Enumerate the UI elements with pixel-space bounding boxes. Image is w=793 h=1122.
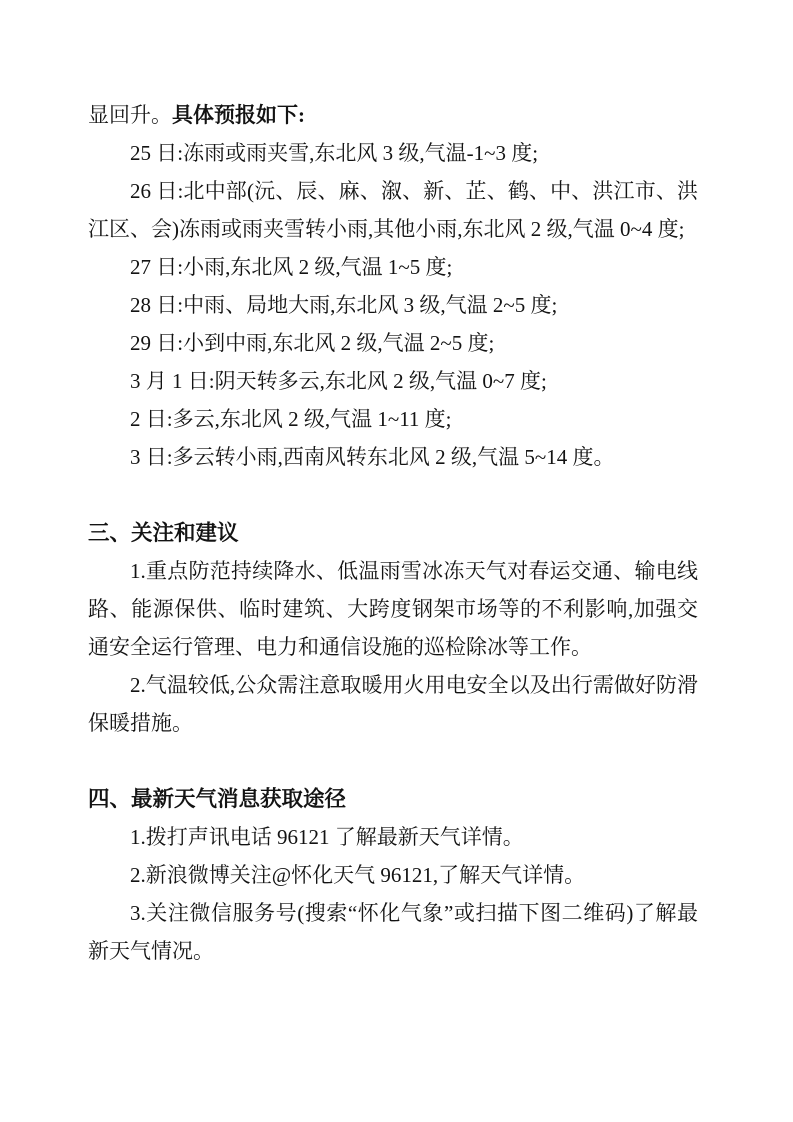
document-content xyxy=(88,96,698,970)
advice-paragraph-1: 1.重点防范持续降水、低温雨雪冰冻天气对春运交通、输电线路、能源保供、临时建筑、大跨度钢架市场等的不利影响,加强交通安全运行管理、电力和通信设施的巡检除冰等工作。 xyxy=(88,559,698,659)
forecast-line-28: 28 日:中雨、局地大雨,东北风 3 级,气温 2~5 度; xyxy=(130,293,558,317)
info-channel-paragraph-1: 1.拨打声讯电话 96121 了解最新天气详情。 xyxy=(130,825,524,849)
forecast-line-25: 25 日:冻雨或雨夹雪,东北风 3 级,气温-1~3 度; xyxy=(130,141,539,165)
info-channel-paragraph-2: 2.新浪微博关注@怀化天气 96121,了解天气详情。 xyxy=(130,863,586,887)
advice-paragraph-2: 2.气温较低,公众需注意取暖用火用电安全以及出行需做好防滑保暖措施。 xyxy=(88,673,698,735)
forecast-line-mar2: 2 日:多云,东北风 2 级,气温 1~11 度; xyxy=(130,407,452,431)
section-heading-attention-advice: 三、关注和建议 xyxy=(88,521,239,545)
forecast-intro-label: 具体预报如下: xyxy=(172,103,305,127)
forecast-line-29: 29 日:小到中雨,东北风 2 级,气温 2~5 度; xyxy=(130,331,495,355)
info-channel-paragraph-3: 3.关注微信服务号(搜索“怀化气象”或扫描下图二维码)了解最新天气情况。 xyxy=(88,901,698,963)
forecast-line-27: 27 日:小雨,东北风 2 级,气温 1~5 度; xyxy=(130,255,453,279)
forecast-line-26: 26 日:北中部(沅、辰、麻、溆、新、芷、鹤、中、洪江市、洪江区、会)冻雨或雨夹雪转小雨,其他小雨,东北风 2 级,气温 0~4 度; xyxy=(88,179,698,241)
section-heading-weather-info-channels: 四、最新天气消息获取途径 xyxy=(88,787,347,811)
forecast-line-mar3: 3 日:多云转小雨,西南风转东北风 2 级,气温 5~14 度。 xyxy=(130,445,615,469)
forecast-line-mar1: 3 月 1 日:阴天转多云,东北风 2 级,气温 0~7 度; xyxy=(130,369,547,393)
intro-line xyxy=(88,96,698,134)
intro-continuation-text: 显回升。 xyxy=(88,103,172,127)
